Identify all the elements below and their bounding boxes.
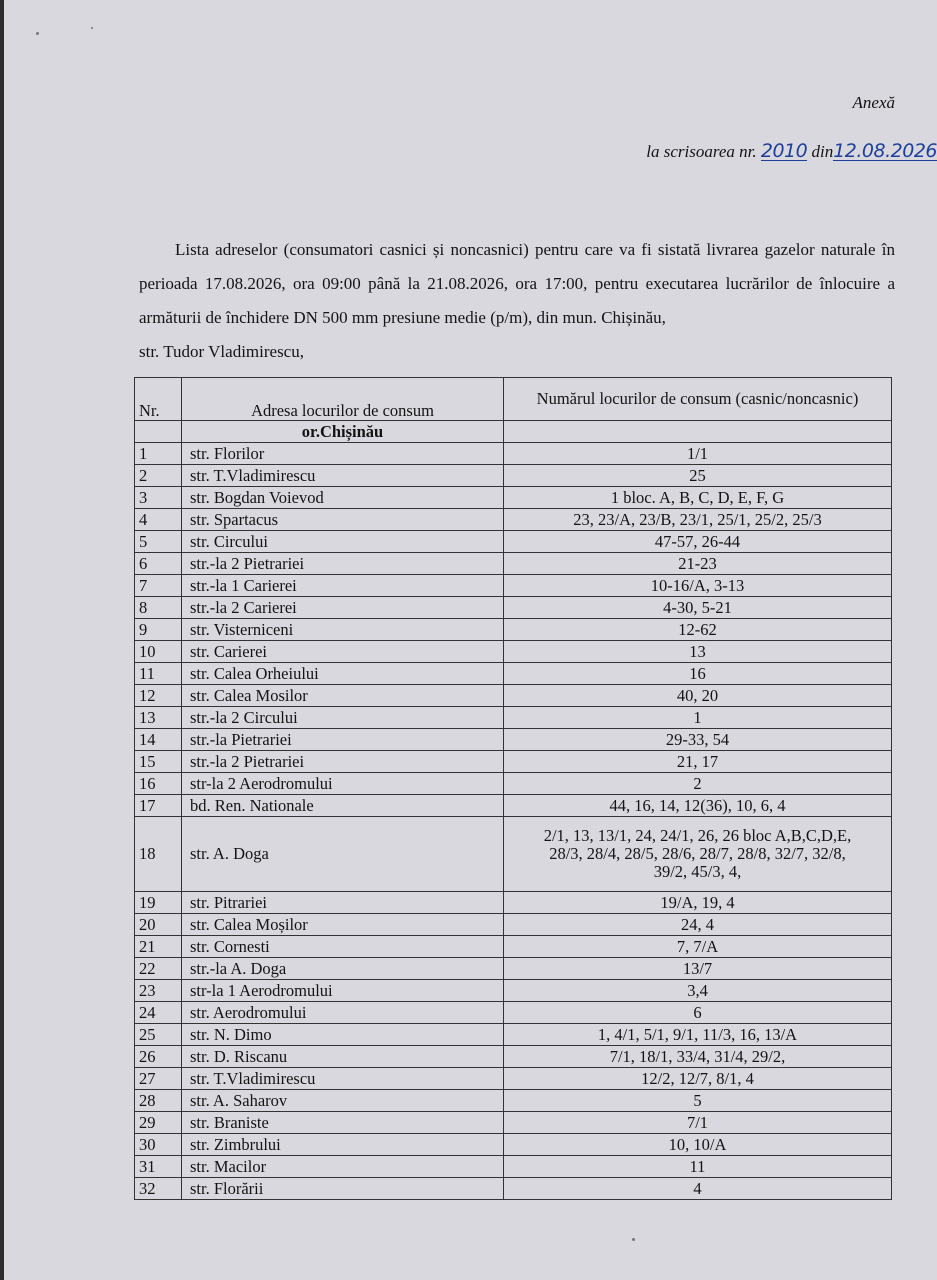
row-number: 18 (135, 817, 182, 892)
row-places: 2 (504, 773, 892, 795)
table-row (135, 1178, 892, 1200)
row-places: 11 (504, 1156, 892, 1178)
table-row (135, 597, 892, 619)
letter-reference (646, 142, 937, 162)
annex-label: Anexă (852, 93, 895, 112)
row-number: 28 (135, 1090, 182, 1112)
row-number: 19 (135, 892, 182, 914)
row-number: 1 (135, 443, 182, 465)
row-number: 16 (135, 773, 182, 795)
row-address: str.-la 2 Pietrariei (182, 553, 504, 575)
table-row (135, 1090, 892, 1112)
header-nr: Nr. (135, 378, 182, 421)
row-address: str. Braniste (182, 1112, 504, 1134)
table-row (135, 1112, 892, 1134)
document-page (4, 0, 937, 1280)
table-row (135, 663, 892, 685)
row-address: str. A. Saharov (182, 1090, 504, 1112)
row-address: str.-la 1 Carierei (182, 575, 504, 597)
row-address: str. Florării (182, 1178, 504, 1200)
table-row (135, 1002, 892, 1024)
table-row (135, 707, 892, 729)
row-number: 21 (135, 936, 182, 958)
table-row (135, 575, 892, 597)
row-address: str. Cornesti (182, 936, 504, 958)
table-row (135, 685, 892, 707)
table-row (135, 795, 892, 817)
table-row (135, 553, 892, 575)
row-number: 29 (135, 1112, 182, 1134)
row-places: 10-16/A, 3-13 (504, 575, 892, 597)
row-number: 8 (135, 597, 182, 619)
row-number: 31 (135, 1156, 182, 1178)
row-address: str. T.Vladimirescu (182, 1068, 504, 1090)
row-number: 22 (135, 958, 182, 980)
table-row (135, 1046, 892, 1068)
row-places: 13/7 (504, 958, 892, 980)
row-address: str.-la A. Doga (182, 958, 504, 980)
row-number: 17 (135, 795, 182, 817)
row-places: 12/2, 12/7, 8/1, 4 (504, 1068, 892, 1090)
row-number: 24 (135, 1002, 182, 1024)
row-address: str. Zimbrului (182, 1134, 504, 1156)
row-places: 4 (504, 1178, 892, 1200)
table-row (135, 914, 892, 936)
row-places: 12-62 (504, 619, 892, 641)
header-address: Adresa locurilor de consum (182, 378, 504, 421)
row-places: 1, 4/1, 5/1, 9/1, 11/3, 16, 13/A (504, 1024, 892, 1046)
row-address: str.-la 2 Carierei (182, 597, 504, 619)
city-empty-cell (135, 421, 182, 443)
table-row (135, 1156, 892, 1178)
table-header-row (135, 378, 892, 421)
scan-speck (36, 32, 39, 35)
row-places: 29-33, 54 (504, 729, 892, 751)
row-address: str. Florilor (182, 443, 504, 465)
row-address: str. Macilor (182, 1156, 504, 1178)
row-number: 26 (135, 1046, 182, 1068)
row-number: 3 (135, 487, 182, 509)
row-address: str. A. Doga (182, 817, 504, 892)
row-address: str.-la 2 Pietrariei (182, 751, 504, 773)
row-number: 32 (135, 1178, 182, 1200)
table-row (135, 892, 892, 914)
row-address: str. Spartacus (182, 509, 504, 531)
header-count: Numărul locurilor de consum (casnic/noncasnic) (504, 378, 892, 421)
row-number: 9 (135, 619, 182, 641)
city-name: or.Chișinău (182, 421, 504, 443)
row-number: 2 (135, 465, 182, 487)
row-places: 16 (504, 663, 892, 685)
table-row (135, 980, 892, 1002)
row-address: str. N. Dimo (182, 1024, 504, 1046)
row-places-line: 39/2, 45/3, 4, (653, 862, 742, 881)
row-number: 10 (135, 641, 182, 663)
row-number: 20 (135, 914, 182, 936)
table-row (135, 509, 892, 531)
row-address: str. Circului (182, 531, 504, 553)
row-places-line: 2/1, 13, 13/1, 24, 24/1, 26, 26 bloc A,B,C,D,E, (543, 826, 852, 845)
row-number: 11 (135, 663, 182, 685)
row-places: 1/1 (504, 443, 892, 465)
table-row (135, 487, 892, 509)
row-number: 7 (135, 575, 182, 597)
table-row (135, 958, 892, 980)
row-places: 47-57, 26-44 (504, 531, 892, 553)
date-prefix: din (811, 142, 834, 161)
row-places: 10, 10/A (504, 1134, 892, 1156)
table-row (135, 936, 892, 958)
row-address: str. Calea Orheiului (182, 663, 504, 685)
row-number: 6 (135, 553, 182, 575)
row-address: str. Visterniceni (182, 619, 504, 641)
table-row (135, 1068, 892, 1090)
row-number: 23 (135, 980, 182, 1002)
row-places: 3,4 (504, 980, 892, 1002)
table-row (135, 751, 892, 773)
row-places: 21, 17 (504, 751, 892, 773)
table-row (135, 641, 892, 663)
city-empty-cell (504, 421, 892, 443)
row-address: str-la 1 Aerodromului (182, 980, 504, 1002)
row-address: str. Aerodromului (182, 1002, 504, 1024)
row-places: 25 (504, 465, 892, 487)
table-row (135, 619, 892, 641)
row-address: str. D. Riscanu (182, 1046, 504, 1068)
table-row (135, 1024, 892, 1046)
row-address: str.-la 2 Circului (182, 707, 504, 729)
row-places: 13 (504, 641, 892, 663)
row-number: 25 (135, 1024, 182, 1046)
row-places (504, 817, 892, 892)
table-row (135, 1134, 892, 1156)
table-row (135, 729, 892, 751)
addresses-table (134, 377, 892, 1200)
row-address: str. Calea Mosilor (182, 685, 504, 707)
row-places: 7/1 (504, 1112, 892, 1134)
row-places: 19/A, 19, 4 (504, 892, 892, 914)
city-row (135, 421, 892, 443)
row-places-line: 28/3, 28/4, 28/5, 28/6, 28/7, 28/8, 32/7, 32/8, (549, 844, 846, 863)
row-places: 7/1, 18/1, 33/4, 31/4, 29/2, (504, 1046, 892, 1068)
row-places: 1 bloc. A, B, C, D, E, F, G (504, 487, 892, 509)
row-number: 12 (135, 685, 182, 707)
row-number: 4 (135, 509, 182, 531)
scan-speck (632, 1238, 635, 1241)
row-places: 7, 7/A (504, 936, 892, 958)
row-address: str. Bogdan Voievod (182, 487, 504, 509)
scan-speck (91, 27, 93, 29)
row-address: str-la 2 Aerodromului (182, 773, 504, 795)
table-row (135, 531, 892, 553)
row-address: str.-la Pietrariei (182, 729, 504, 751)
row-places: 23, 23/A, 23/B, 23/1, 25/1, 25/2, 25/3 (504, 509, 892, 531)
row-address: str. Calea Moșilor (182, 914, 504, 936)
row-places: 1 (504, 707, 892, 729)
letter-prefix: la scrisoarea nr. (646, 142, 757, 161)
row-places: 4-30, 5-21 (504, 597, 892, 619)
table-row (135, 443, 892, 465)
row-address: bd. Ren. Nationale (182, 795, 504, 817)
table-row (135, 465, 892, 487)
row-number: 15 (135, 751, 182, 773)
row-address: str. T.Vladimirescu (182, 465, 504, 487)
row-number: 27 (135, 1068, 182, 1090)
row-places: 5 (504, 1090, 892, 1112)
row-places: 6 (504, 1002, 892, 1024)
handwritten-letter-date: 12.08.2026 (833, 140, 937, 162)
row-places: 21-23 (504, 553, 892, 575)
table-row (135, 773, 892, 795)
row-places: 44, 16, 14, 12(36), 10, 6, 4 (504, 795, 892, 817)
handwritten-letter-number: 2010 (760, 140, 808, 162)
row-number: 14 (135, 729, 182, 751)
intro-text (139, 233, 895, 369)
intro-street: str. Tudor Vladimirescu, (139, 342, 304, 361)
row-places: 40, 20 (504, 685, 892, 707)
row-number: 5 (135, 531, 182, 553)
row-address: str. Carierei (182, 641, 504, 663)
row-number: 30 (135, 1134, 182, 1156)
row-number: 13 (135, 707, 182, 729)
row-places: 24, 4 (504, 914, 892, 936)
row-address: str. Pitrariei (182, 892, 504, 914)
table-row (135, 817, 892, 892)
intro-paragraph: Lista adreselor (consumatori casnici și noncasnici) pentru care va fi sistată livrarea gazelor naturale în perioada 17.08.2026, ora 09:00 până la 21.08.2026, ora 17:00, pentru executarea lucrărilor de înlocuire a armăturii de închidere DN 500 mm presiune medie (p/m), din mun. Chișinău, (139, 240, 895, 327)
